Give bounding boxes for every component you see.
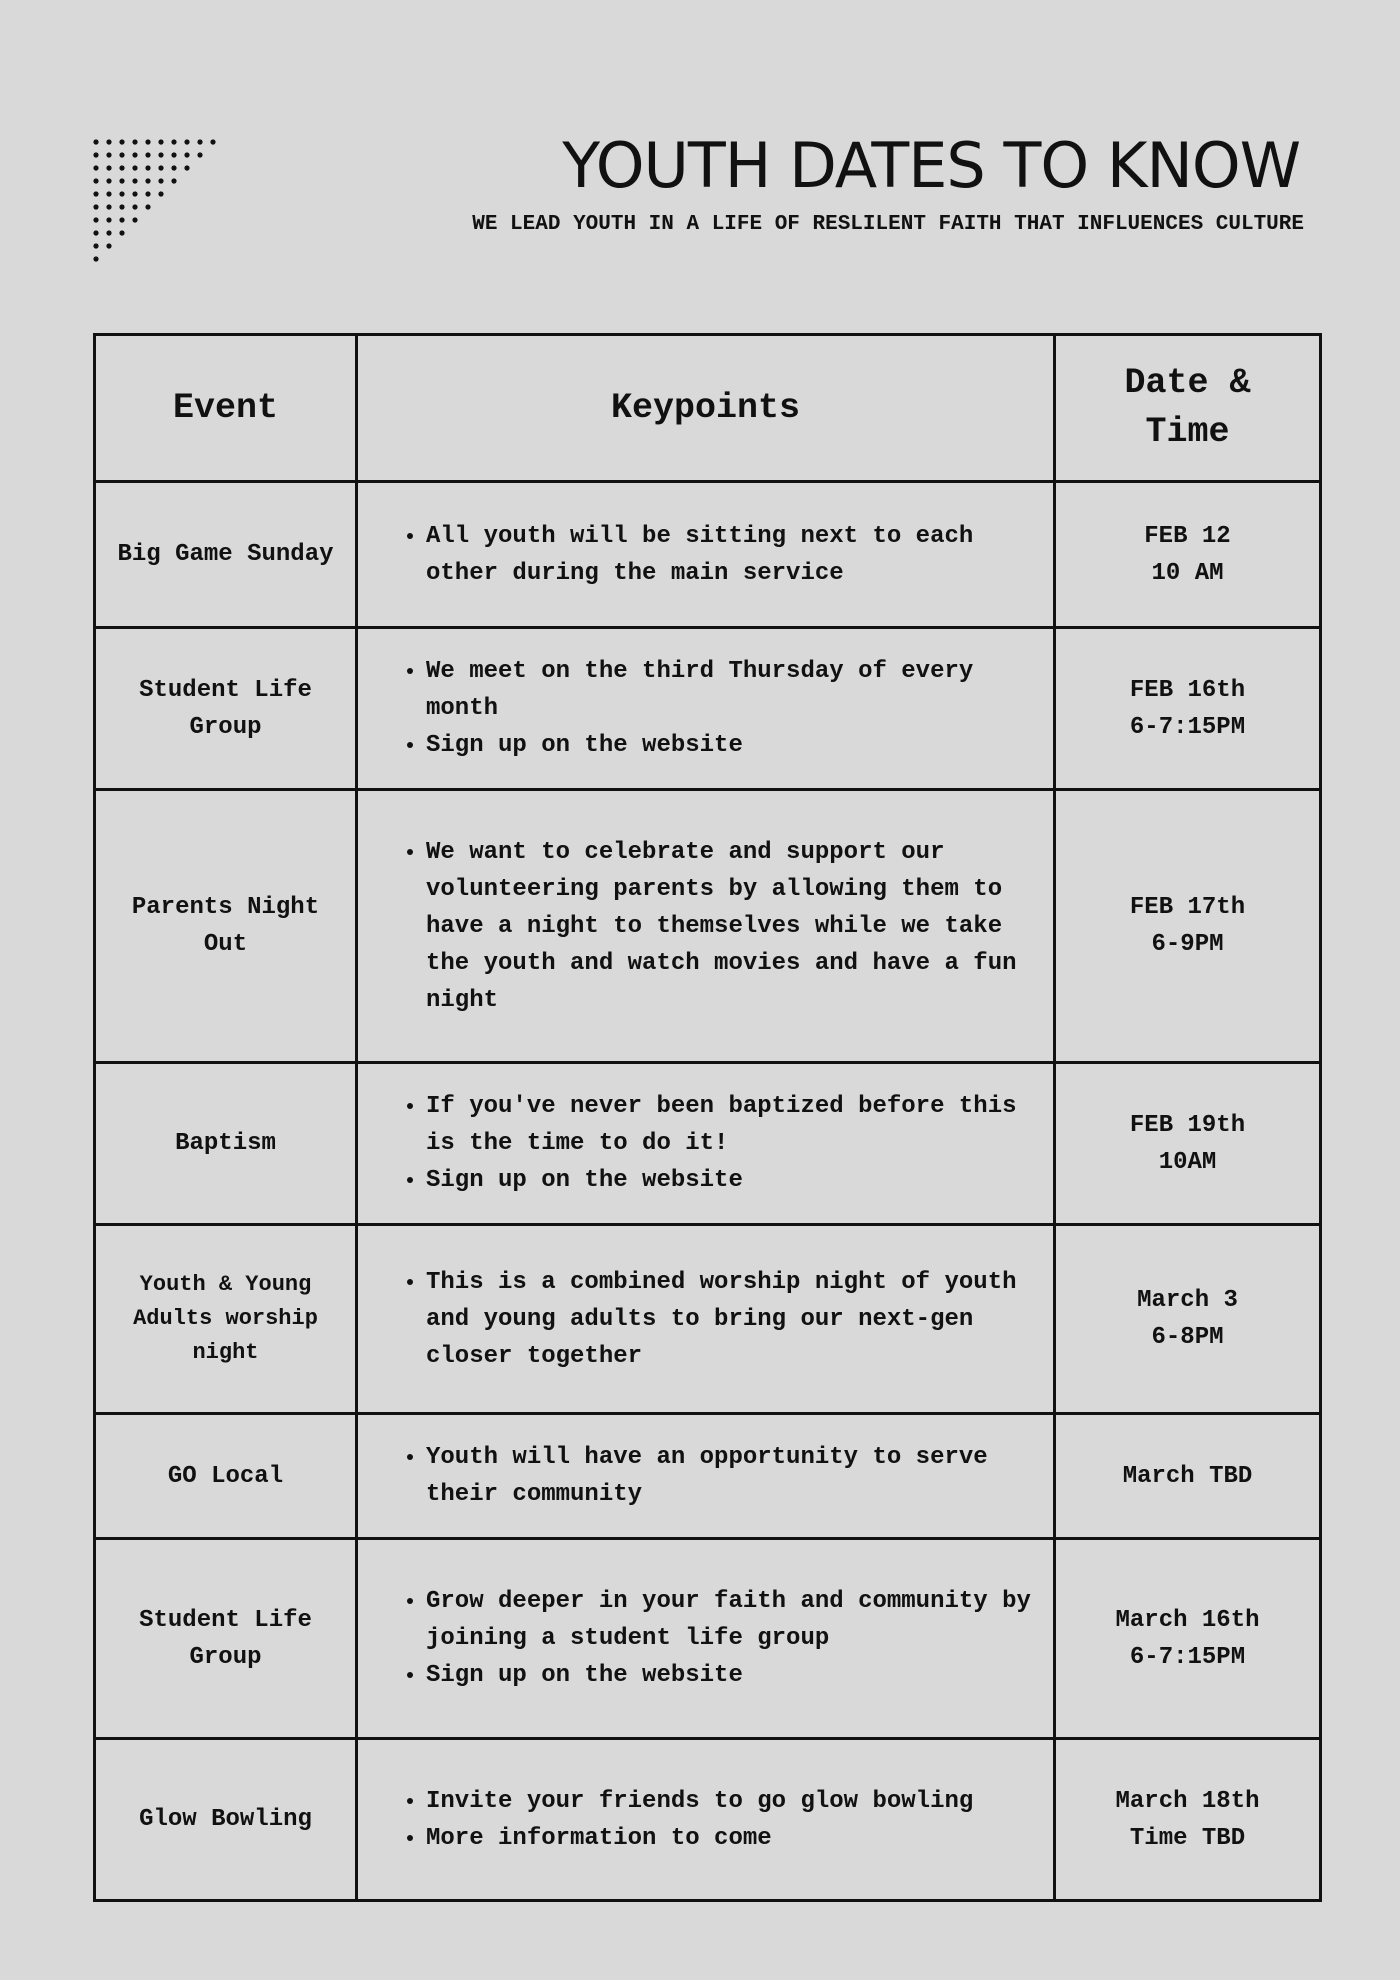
event-time: 6-9PM	[1151, 931, 1224, 958]
pattern-dot	[93, 230, 98, 235]
pattern-dot	[132, 165, 137, 170]
pattern-dot	[93, 243, 98, 248]
event-date: March 18th	[1115, 1787, 1260, 1815]
keypoint-item: • Sign up on the website	[426, 727, 1039, 764]
keypoints-list	[372, 653, 1039, 764]
pattern-dot	[158, 139, 163, 144]
event-date: FEB 19th	[1129, 1111, 1246, 1139]
header-date-time: Date & Time	[1055, 335, 1321, 482]
pattern-dot	[158, 165, 163, 170]
table-row	[95, 790, 1321, 1063]
event-date: FEB 17th	[1129, 894, 1246, 921]
pattern-dot	[145, 178, 150, 183]
table-row	[95, 1539, 1321, 1739]
keypoints-list	[372, 834, 1039, 1019]
event-name: Big Game Sunday	[95, 482, 357, 628]
pattern-dot	[132, 191, 137, 196]
pattern-dot	[93, 256, 98, 261]
pattern-dot	[119, 217, 124, 222]
pattern-dot	[158, 191, 163, 196]
event-date: March 16th	[1115, 1606, 1260, 1634]
keypoint-item: • More information to come	[426, 1820, 1039, 1857]
event-name: Student Life Group	[95, 628, 357, 790]
table-row	[95, 1414, 1321, 1539]
event-date: FEB 16th	[1129, 676, 1246, 704]
keypoint-item: • All youth will be sitting next to each other during the main service	[426, 518, 1039, 592]
pattern-dot	[106, 139, 111, 144]
keypoints-list	[372, 1088, 1039, 1199]
pattern-dot	[119, 152, 124, 157]
pattern-dot	[197, 139, 202, 144]
pattern-dot	[119, 139, 124, 144]
table-header-row	[95, 335, 1321, 482]
decorative-dot-pattern	[88, 134, 228, 274]
table-row	[95, 628, 1321, 790]
keypoints-list	[372, 1583, 1039, 1694]
pattern-dot	[145, 165, 150, 170]
keypoints-list	[372, 518, 1039, 592]
pattern-dot	[106, 204, 111, 209]
event-time: 10AM	[1158, 1148, 1217, 1176]
event-time: 6-7:15PM	[1129, 1643, 1246, 1671]
event-date: March 3	[1137, 1287, 1238, 1314]
pattern-dot	[106, 178, 111, 183]
event-time: 6-8PM	[1151, 1324, 1224, 1351]
date-time-cell	[1055, 1225, 1321, 1414]
keypoint-item: • Youth will have an opportunity to serve their community	[426, 1439, 1039, 1513]
pattern-dot	[145, 204, 150, 209]
pattern-dot	[119, 204, 124, 209]
date-time-cell	[1055, 1539, 1321, 1739]
keypoints-cell	[357, 1539, 1055, 1739]
pattern-dot	[171, 165, 176, 170]
pattern-dot	[106, 217, 111, 222]
pattern-dot	[93, 191, 98, 196]
event-name: Student Life Group	[95, 1539, 357, 1739]
pattern-dot	[145, 139, 150, 144]
date-time-cell	[1055, 1414, 1321, 1539]
keypoints-list	[372, 1783, 1039, 1857]
keypoint-item: • Sign up on the website	[426, 1657, 1039, 1694]
pattern-dot	[171, 139, 176, 144]
pattern-dot	[197, 152, 202, 157]
keypoint-item: • Sign up on the website	[426, 1162, 1039, 1199]
event-name: Youth & Young Adults worship night	[95, 1225, 357, 1414]
table-row	[95, 1739, 1321, 1901]
keypoints-cell	[357, 1414, 1055, 1539]
keypoints-cell	[357, 482, 1055, 628]
pattern-dot	[106, 243, 111, 248]
date-time-cell	[1055, 628, 1321, 790]
keypoints-list	[372, 1264, 1039, 1375]
header-keypoints: Keypoints	[357, 335, 1055, 482]
pattern-dot	[132, 152, 137, 157]
date-time-cell	[1055, 1739, 1321, 1901]
pattern-dot	[93, 139, 98, 144]
pattern-dot	[93, 152, 98, 157]
event-name: Glow Bowling	[95, 1739, 357, 1901]
pattern-dot	[119, 191, 124, 196]
table-row	[95, 1225, 1321, 1414]
pattern-dot	[132, 139, 137, 144]
pattern-dot	[93, 165, 98, 170]
table-row	[95, 1063, 1321, 1225]
pattern-dot	[119, 230, 124, 235]
date-time-cell	[1055, 482, 1321, 628]
pattern-dot	[93, 217, 98, 222]
event-name: GO Local	[95, 1414, 357, 1539]
event-name: Baptism	[95, 1063, 357, 1225]
events-table	[93, 333, 1322, 1902]
pattern-dot	[145, 191, 150, 196]
keypoints-cell	[357, 1225, 1055, 1414]
keypoints-list	[372, 1439, 1039, 1513]
pattern-dot	[158, 178, 163, 183]
event-time: 6-7:15PM	[1129, 713, 1246, 741]
pattern-dot	[184, 139, 189, 144]
pattern-dot	[210, 139, 215, 144]
pattern-dot	[184, 165, 189, 170]
pattern-dot	[106, 152, 111, 157]
page-subtitle: WE LEAD YOUTH IN A LIFE OF RESLILENT FAITH THAT INFLUENCES CULTURE	[472, 213, 1304, 236]
keypoints-cell	[357, 790, 1055, 1063]
header-event: Event	[95, 335, 357, 482]
event-time: 10 AM	[1151, 559, 1224, 587]
pattern-dot	[93, 178, 98, 183]
keypoints-cell	[357, 628, 1055, 790]
keypoint-item: • This is a combined worship night of youth and young adults to bring our next-gen closer together	[426, 1264, 1039, 1375]
pattern-dot	[184, 152, 189, 157]
pattern-dot	[132, 204, 137, 209]
pattern-dot	[106, 191, 111, 196]
keypoint-item: • If you've never been baptized before this is the time to do it!	[426, 1088, 1039, 1162]
pattern-dot	[106, 165, 111, 170]
keypoint-item: • Invite your friends to go glow bowling	[426, 1783, 1039, 1820]
date-time-cell	[1055, 1063, 1321, 1225]
pattern-dot	[132, 217, 137, 222]
keypoints-cell	[357, 1739, 1055, 1901]
pattern-dot	[119, 165, 124, 170]
event-name: Parents Night Out	[95, 790, 357, 1063]
keypoint-item: • Grow deeper in your faith and community by joining a student life group	[426, 1583, 1039, 1657]
pattern-dot	[171, 178, 176, 183]
pattern-dot	[158, 152, 163, 157]
table-row	[95, 482, 1321, 628]
event-date: FEB 12	[1144, 522, 1231, 550]
pattern-dot	[106, 230, 111, 235]
pattern-dot	[171, 152, 176, 157]
pattern-dot	[119, 178, 124, 183]
event-time: Time TBD	[1129, 1824, 1246, 1852]
pattern-dot	[132, 178, 137, 183]
page-title: YOUTH DATES TO KNOW	[562, 129, 1300, 202]
date-time-cell	[1055, 790, 1321, 1063]
keypoint-item: • We meet on the third Thursday of every month	[426, 653, 1039, 727]
event-date: March TBD	[1122, 1462, 1253, 1490]
keypoint-item: • We want to celebrate and support our volunteering parents by allowing them to have a night to themselves while we take the youth and watch movies and have a fun night	[426, 834, 1039, 1019]
keypoints-cell	[357, 1063, 1055, 1225]
pattern-dot	[93, 204, 98, 209]
pattern-dot	[145, 152, 150, 157]
